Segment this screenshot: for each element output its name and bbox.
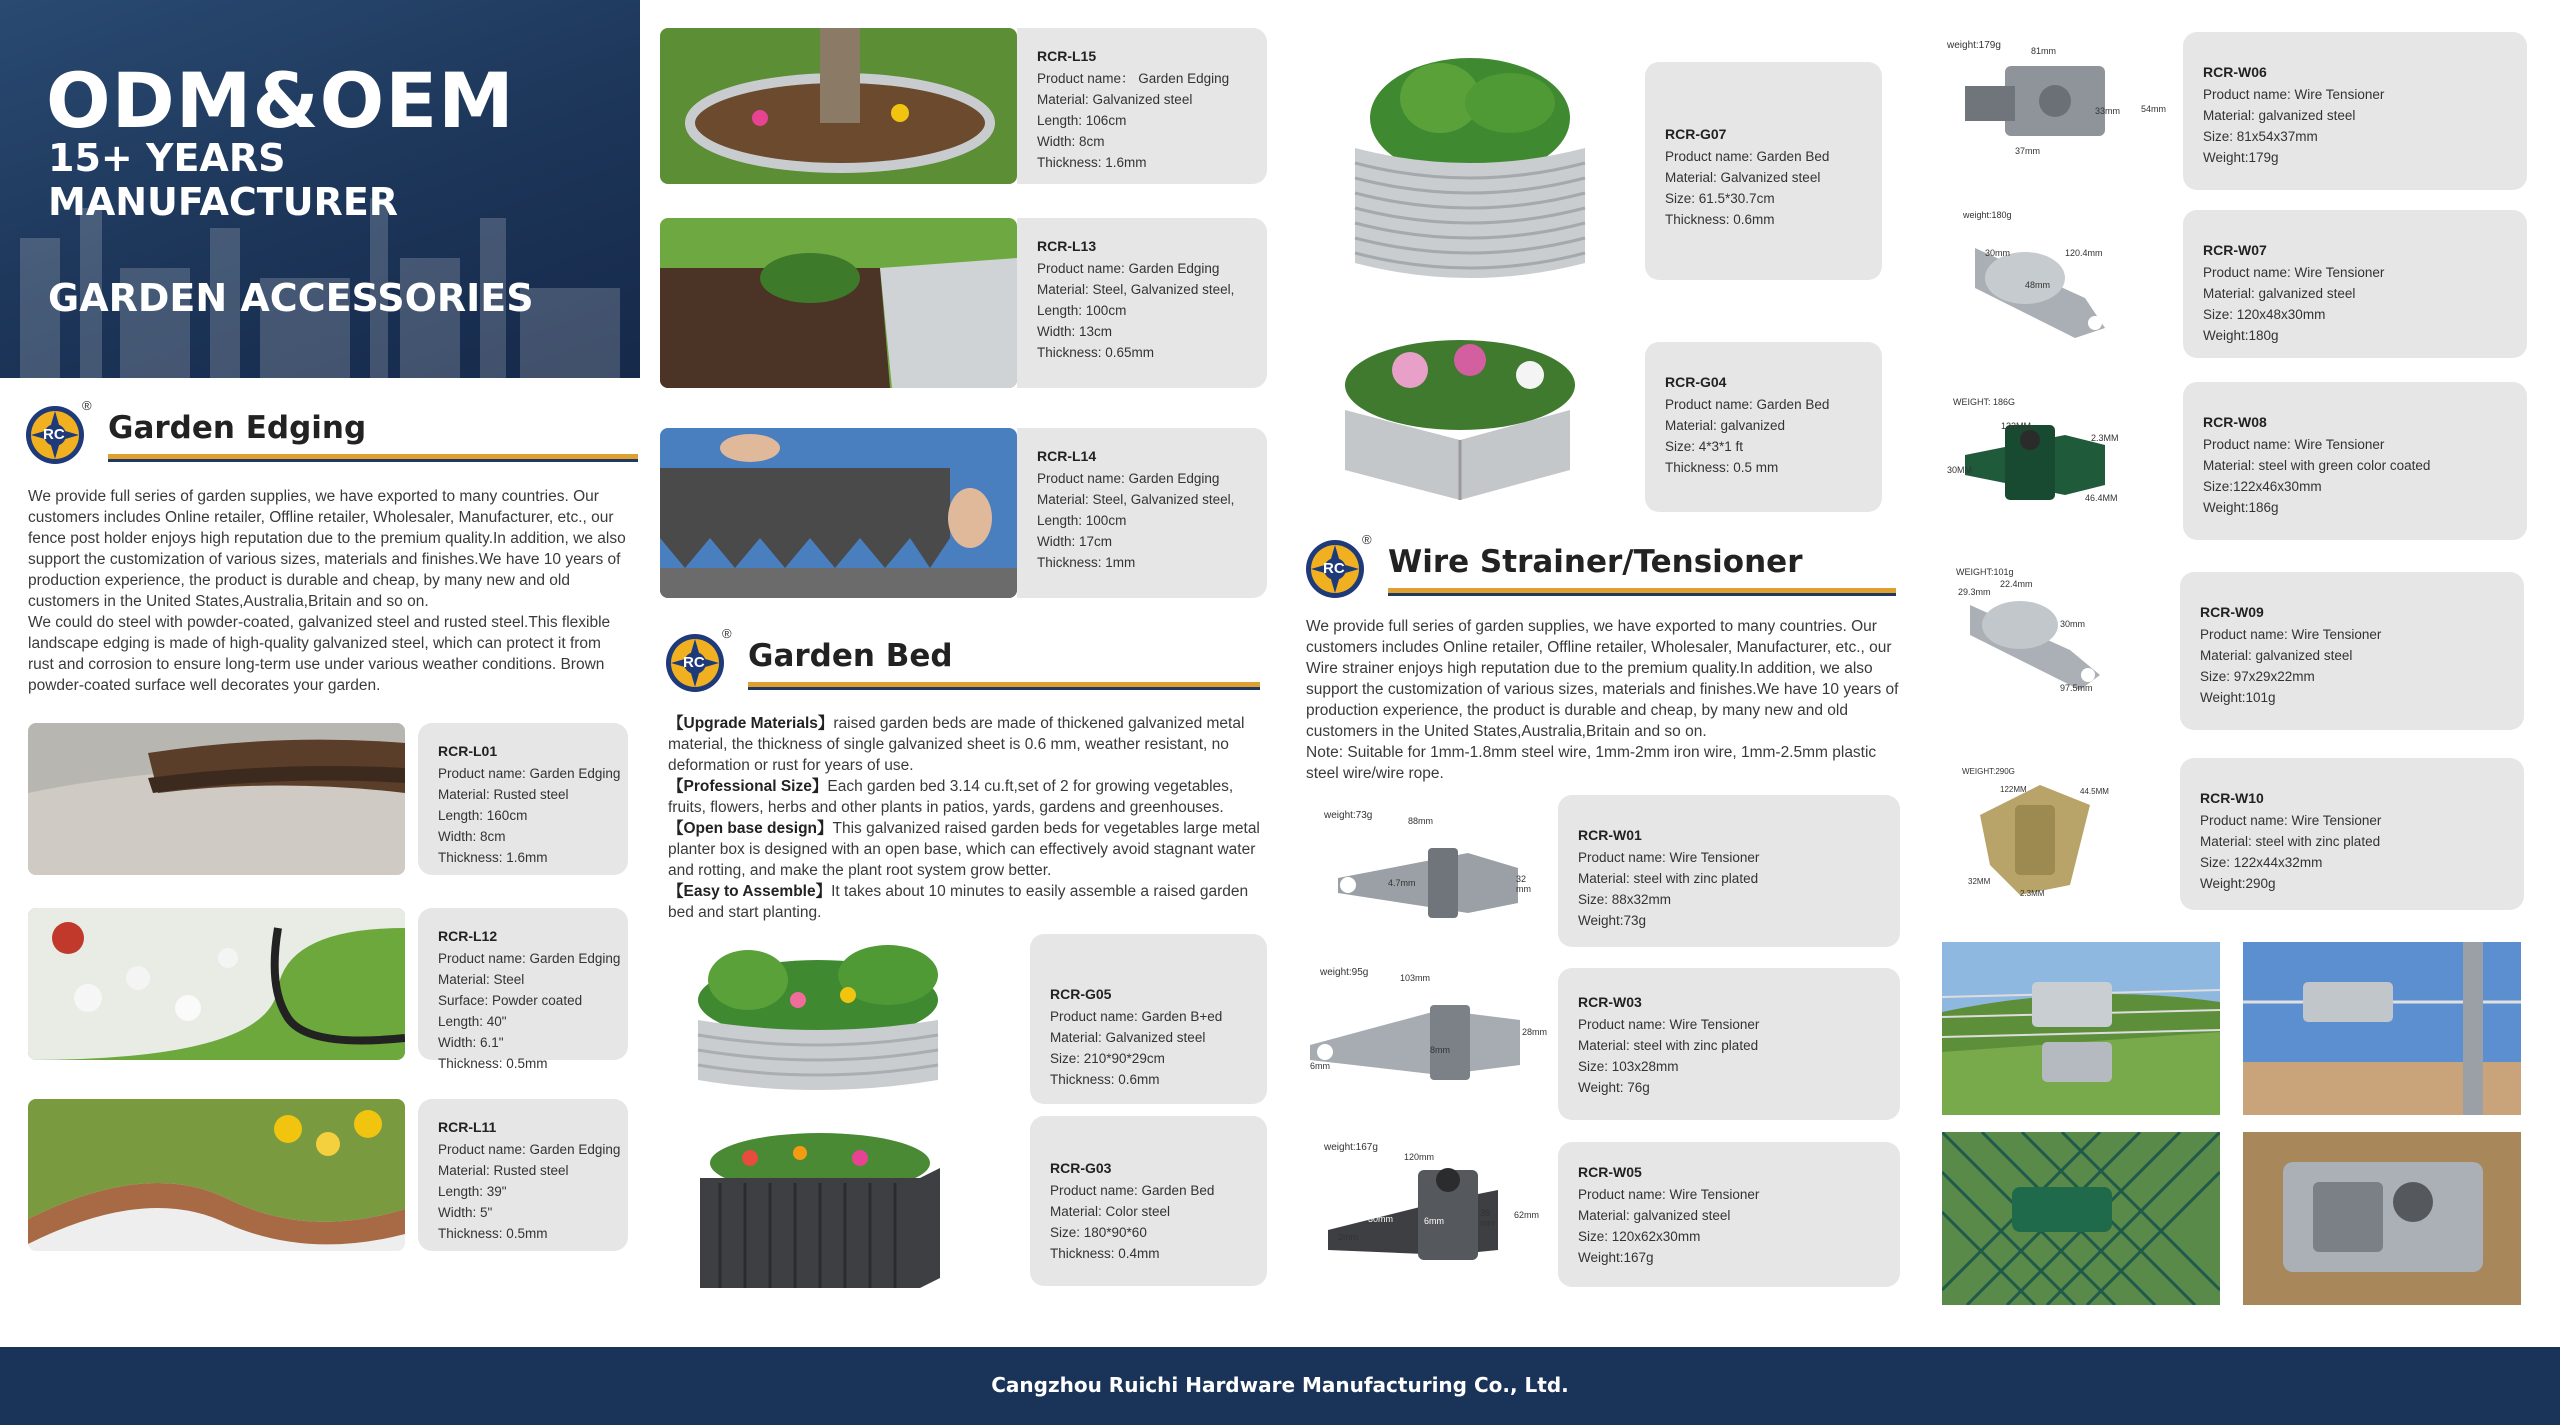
photo-color-steel-bed-g03: [690, 1128, 948, 1293]
feature-label: 【Easy to Assemble】: [668, 883, 832, 900]
hero-subtitle: 15+ YEARS MANUFACTURER: [48, 136, 399, 224]
logo-mark: RC: [43, 426, 65, 443]
product-line: Size: 180*90*60: [1050, 1225, 1147, 1240]
photo-galvanized-edging-l15: [660, 28, 1017, 184]
product-card-w05: [1558, 1142, 1900, 1287]
product-line: Material: Rusted steel: [438, 1163, 569, 1178]
product-line: Product name: Garden Edging: [1037, 471, 1220, 486]
product-line: Weight:290g: [2200, 876, 2276, 891]
product-line: Weight:73g: [1578, 913, 1647, 928]
photo-round-garden-bed-g07: [1330, 48, 1610, 298]
photo-application-closeup: [2243, 1132, 2521, 1305]
product-code: RCR-W03: [1578, 994, 1642, 1010]
photo-tensioner-w05: [1318, 1140, 1558, 1280]
product-line: Material: steel with zinc plated: [2200, 834, 2381, 849]
product-card-l01: [418, 723, 628, 875]
product-code: RCR-G03: [1050, 1160, 1112, 1176]
photo-tensioner-w07: [1955, 208, 2130, 358]
product-line: Thickness: 1.6mm: [1037, 155, 1147, 170]
dimension-label: 2.3MM: [2091, 433, 2119, 443]
dimension-label: 37mm: [2015, 146, 2041, 156]
product-card-w03: [1558, 968, 1900, 1120]
product-card-l12: [418, 908, 628, 1071]
section-underline: [108, 454, 638, 462]
garden-bed-features: [668, 713, 1268, 923]
product-code: RCR-W05: [1578, 1164, 1642, 1180]
product-line: Length: 40": [438, 1014, 507, 1029]
product-line: Size: 97x29x22mm: [2200, 669, 2315, 684]
dimension-label: 97.5mm: [2060, 683, 2093, 693]
product-line: Weight:180g: [2203, 328, 2279, 343]
product-card-w01: [1558, 795, 1900, 947]
product-code: RCR-L01: [438, 743, 498, 759]
dimension-label: 30mm: [2060, 619, 2086, 629]
product-line: Length: 100cm: [1037, 513, 1127, 528]
product-line: Material: galvanized steel: [1578, 1208, 1731, 1223]
product-line: Product name: Garden Edging: [438, 951, 621, 966]
photo-tensioner-w06: [1945, 36, 2175, 166]
product-line: Weight:186g: [2203, 500, 2279, 515]
garden-bed-header: [664, 626, 1264, 702]
photo-tensioner-w10: [1960, 765, 2120, 905]
weight-label: weight:73g: [1324, 810, 1373, 821]
product-line: Material: Steel, Galvanized steel,: [1037, 282, 1235, 297]
weight-label: weight:167g: [1324, 1142, 1378, 1153]
photo-rusted-edging-l01: [28, 723, 405, 875]
product-line: Weight:101g: [2200, 690, 2276, 705]
product-line: Thickness: 1.6mm: [438, 850, 548, 865]
product-line: Size:122x46x30mm: [2203, 479, 2322, 494]
wire-note: Note: Suitable for 1mm-1.8mm steel wire, 1mm-2mm iron wire, 1mm-2.5mm plastic steel wire/wire rope.: [1306, 744, 1877, 782]
product-code: RCR-W07: [2203, 242, 2267, 258]
product-code: RCR-G05: [1050, 986, 1112, 1002]
product-line: Thickness: 0.5 mm: [1665, 460, 1779, 475]
product-line: Length: 39": [438, 1184, 507, 1199]
product-code: RCR-L12: [438, 928, 498, 944]
dimension-label: 29.3mm: [1958, 587, 1991, 597]
product-line: Material: Galvanized steel: [1665, 170, 1821, 185]
hero-category: GARDEN ACCESSORIES: [48, 276, 534, 320]
product-line: Product name: Wire Tensioner: [2203, 265, 2385, 280]
product-line: Weight:167g: [1578, 1250, 1654, 1265]
weight-label: WEIGHT:290G: [1962, 767, 2015, 776]
dimension-label: 6mm: [1310, 1061, 1330, 1071]
dimension-label: 122MM: [2001, 421, 2032, 431]
product-line: Surface: Powder coated: [438, 993, 583, 1008]
dimension-label: 30MM: [1947, 465, 1973, 475]
product-line: Thickness: 0.4mm: [1050, 1246, 1160, 1261]
dimension-label: 30mm: [1368, 1214, 1394, 1224]
product-line: Product name: Wire Tensioner: [2203, 87, 2385, 102]
hero-title: ODM&OEM: [46, 56, 515, 145]
product-line: Material: Rusted steel: [438, 787, 569, 802]
product-code: RCR-W08: [2203, 414, 2267, 430]
product-line: Material: galvanized: [1665, 418, 1786, 433]
product-card-w08: [2183, 382, 2527, 540]
product-card-w07: [2183, 210, 2527, 358]
product-line: Width: 17cm: [1037, 534, 1113, 549]
product-line: Material: galvanized steel: [2200, 648, 2353, 663]
logo-registered: ®: [722, 626, 732, 641]
product-line: Product name: Garden Bed: [1665, 149, 1830, 164]
product-card-l15: [1017, 28, 1267, 184]
section-underline: [1388, 588, 1896, 596]
product-line: Product name: Wire Tensioner: [1578, 1187, 1760, 1202]
dimension-label: 62mm: [1514, 1210, 1540, 1220]
logo-registered: ®: [82, 398, 92, 413]
product-code: RCR-L13: [1037, 238, 1097, 254]
product-line: Product name: Garden Bed: [1050, 1183, 1215, 1198]
product-line: Size: 4*3*1 ft: [1665, 439, 1744, 454]
dimension-label: 2mm: [1338, 1232, 1358, 1242]
product-line: Size: 122x44x32mm: [2200, 855, 2323, 870]
product-code: RCR-L14: [1037, 448, 1097, 464]
logo-mark: RC: [1323, 560, 1345, 577]
product-card-l14: [1017, 428, 1267, 598]
product-card-g03: [1030, 1116, 1267, 1286]
product-code: RCR-W01: [1578, 827, 1642, 843]
photo-tensioner-w08: [1945, 395, 2130, 520]
product-line: Product name： Garden Edging: [1037, 71, 1230, 86]
dimension-label: 4.7mm: [1388, 878, 1416, 888]
dimension-label: 54mm: [2141, 104, 2167, 114]
weight-label: weight:180g: [1963, 210, 2012, 220]
product-line: Thickness: 0.6mm: [1050, 1072, 1160, 1087]
wire-strainer-description: [1306, 616, 1906, 784]
product-line: Width: 8cm: [1037, 134, 1105, 149]
photo-rusted-edging-l11: [28, 1099, 405, 1251]
product-line: Thickness: 0.5mm: [438, 1226, 548, 1241]
weight-label: weight:179g: [1947, 40, 2001, 51]
product-line: Material: steel with zinc plated: [1578, 1038, 1759, 1053]
product-card-l11: [418, 1099, 628, 1251]
feature-label: 【Upgrade Materials】: [668, 715, 834, 732]
bed-feature: [668, 818, 1268, 881]
product-line: Product name: Garden Edging: [1037, 261, 1220, 276]
feature-text: It takes about 10 minutes to easily assemble a raised garden bed and start planting.: [668, 883, 1249, 921]
photo-tensioner-w01: [1318, 808, 1538, 938]
product-line: Size: 103x28mm: [1578, 1059, 1679, 1074]
product-card-w10: [2180, 758, 2524, 910]
product-line: Width: 5": [438, 1205, 493, 1220]
photo-spiked-edging-l14: [660, 428, 1017, 598]
photo-application-mesh: [1942, 1132, 2220, 1305]
product-line: Product name: Wire Tensioner: [2200, 627, 2382, 642]
product-code: RCR-W06: [2203, 64, 2267, 80]
dimension-label: 103mm: [1400, 973, 1431, 983]
photo-oval-garden-bed-g05: [668, 940, 978, 1115]
product-card-g07: [1645, 62, 1882, 280]
product-code: RCR-G07: [1665, 126, 1727, 142]
product-code: RCR-L15: [1037, 48, 1097, 64]
product-card-l13: [1017, 218, 1267, 388]
dimension-label: 32MM: [1968, 877, 1991, 886]
product-line: Material: galvanized steel: [2203, 286, 2356, 301]
section-underline: [748, 682, 1260, 690]
product-line: Product name: Garden Bed: [1665, 397, 1830, 412]
product-line: Thickness: 0.6mm: [1665, 212, 1775, 227]
bed-feature: [668, 776, 1268, 818]
dimension-label: 120mm: [1404, 1152, 1435, 1162]
feature-label: 【Open base design】: [668, 820, 833, 837]
edging-paragraph-1: We provide full series of garden supplies, we have exported to many countries. Our customers includes Online retailer, Offline retailer, Wholesaler, Manufacturer, etc., our fence post holder enjoys high reputation due to the premium quality.In addition, we also support the customization of various sizes, materials and finishes.We have 10 years of production experience, the product is durable and cheap, by many new and old customers in the United States,Australia,Britain and so on.: [28, 488, 626, 610]
dimension-label: 28mm: [1522, 1027, 1548, 1037]
logo-registered: ®: [1362, 532, 1372, 547]
photo-tensioner-w03: [1300, 965, 1550, 1100]
photo-steel-edging-l13: [660, 218, 1017, 388]
company-logo-icon: [664, 626, 732, 694]
feature-text: Each garden bed 3.14 cu.ft,set of 2 for growing vegetables, fruits, flowers, herbs and other plants in patios, yards, gardens and greenhouses.: [668, 778, 1234, 816]
product-card-g05: [1030, 934, 1267, 1104]
dimension-label: 122MM: [2000, 785, 2027, 794]
product-line: Weight:179g: [2203, 150, 2279, 165]
hero-banner: [0, 0, 640, 378]
product-line: Width: 6.1": [438, 1035, 504, 1050]
feature-text: This galvanized raised garden beds for vegetables large metal planter box is designed with an open base, which can effectively avoid stagnant water and rotting, and make the plant root system grow better.: [668, 820, 1260, 879]
product-line: Material: steel with green color coated: [2203, 458, 2431, 473]
dimension-label: 8mm: [1430, 1045, 1450, 1055]
feature-label: 【Professional Size】: [668, 778, 828, 795]
product-line: Size: 88x32mm: [1578, 892, 1672, 907]
product-line: Size: 81x54x37mm: [2203, 129, 2318, 144]
photo-application-post: [2243, 942, 2521, 1115]
dimension-label: 48mm: [2025, 280, 2051, 290]
product-line: Thickness: 0.5mm: [438, 1056, 548, 1071]
product-line: Size: 210*90*29cm: [1050, 1051, 1165, 1066]
product-code: RCR-W09: [2200, 604, 2264, 620]
product-code: RCR-L11: [438, 1119, 497, 1135]
product-line: Size: 120x48x30mm: [2203, 307, 2326, 322]
dimension-label: 38 mm: [1480, 1208, 1495, 1228]
product-card-g04: [1645, 342, 1882, 512]
garden-edging-header: [24, 398, 624, 474]
bed-feature: [668, 881, 1268, 923]
product-code: RCR-W10: [2200, 790, 2264, 806]
weight-label: WEIGHT: 186G: [1953, 397, 2016, 407]
footer-bar: [0, 1347, 2560, 1425]
product-line: Material: Steel, Galvanized steel,: [1037, 492, 1235, 507]
photo-application-field: [1942, 942, 2220, 1115]
dimension-label: 22.4mm: [2000, 579, 2033, 589]
dimension-label: 2.3MM: [2020, 889, 2045, 898]
product-card-w09: [2180, 572, 2524, 730]
product-line: Material: Steel: [438, 972, 525, 987]
product-line: Product name: Wire Tensioner: [1578, 850, 1760, 865]
dimension-label: 44.5MM: [2080, 787, 2109, 796]
bed-feature: [668, 713, 1268, 776]
product-line: Length: 160cm: [438, 808, 528, 823]
product-line: Length: 100cm: [1037, 303, 1127, 318]
dimension-label: 33mm: [2095, 106, 2121, 116]
product-line: Material: Galvanized steel: [1050, 1030, 1206, 1045]
product-line: Size: 61.5*30.7cm: [1665, 191, 1775, 206]
product-line: Material: steel with zinc plated: [1578, 871, 1759, 886]
product-line: Product name: Garden Edging: [438, 1142, 621, 1157]
photo-tensioner-w09: [1950, 565, 2130, 715]
product-line: Thickness: 1mm: [1037, 555, 1136, 570]
garden-edging-description: [28, 486, 628, 696]
dimension-label: 6mm: [1424, 1216, 1444, 1226]
product-line: Material: galvanized steel: [2203, 108, 2356, 123]
product-line: Weight: 76g: [1578, 1080, 1650, 1095]
product-line: Product name: Wire Tensioner: [2203, 437, 2385, 452]
wire-strainer-title: Wire Strainer/Tensioner: [1388, 544, 1803, 580]
product-line: Product name: Garden Edging: [438, 766, 621, 781]
product-line: Product name: Garden B+ed: [1050, 1009, 1223, 1024]
company-logo-icon: [24, 398, 92, 466]
garden-edging-title: Garden Edging: [108, 410, 367, 446]
dimension-label: 46.4MM: [2085, 493, 2118, 503]
dimension-label: 32 mm: [1516, 874, 1531, 894]
product-card-w06: [2183, 32, 2527, 190]
company-name: Cangzhou Ruichi Hardware Manufacturing Co., Ltd.: [991, 1373, 1569, 1397]
wire-paragraph: We provide full series of garden supplies, we have exported to many countries. Our customers includes Online retailer, Offline retailer, Wholesaler, Manufacturer, etc., our Wire strainer enjoys high reputation due to the premium quality.In addition, we also support the customization of various sizes, materials and finishes.We have 10 years of production experience, the product is durable and cheap, by many new and old customers in the United States,Australia,Britain and so on.: [1306, 618, 1899, 740]
logo-mark: RC: [683, 654, 705, 671]
product-line: Size: 120x62x30mm: [1578, 1229, 1701, 1244]
product-line: Product name: Wire Tensioner: [2200, 813, 2382, 828]
dimension-label: 88mm: [1408, 816, 1434, 826]
wire-strainer-header: [1304, 532, 1924, 608]
product-line: Length: 106cm: [1037, 113, 1127, 128]
product-line: Thickness: 0.65mm: [1037, 345, 1155, 360]
product-line: Material: Galvanized steel: [1037, 92, 1193, 107]
edging-paragraph-2: We could do steel with powder-coated, galvanized steel and rusted steel.This flexible landscape edging is made of high-quality galvanized steel, which can protect it from rust and corrosion to ensure long-term use under various weather conditions. Brown powder-coated surface well decorates your garden.: [28, 614, 611, 694]
feature-text: raised garden beds are made of thickened galvanized metal material, the thickness of single galvanized sheet is 0.6 mm, weather resistant, no deformation or rust for years of use.: [668, 715, 1245, 774]
company-logo-icon: [1304, 532, 1372, 600]
product-code: RCR-G04: [1665, 374, 1727, 390]
product-line: Width: 8cm: [438, 829, 506, 844]
weight-label: WEIGHT:101g: [1956, 567, 2014, 577]
product-line: Material: Color steel: [1050, 1204, 1171, 1219]
dimension-label: 30mm: [1985, 248, 2011, 258]
weight-label: weight:95g: [1320, 967, 1369, 978]
product-line: Width: 13cm: [1037, 324, 1113, 339]
product-line: Product name: Wire Tensioner: [1578, 1017, 1760, 1032]
photo-powder-coated-edging-l12: [28, 908, 405, 1060]
garden-bed-title: Garden Bed: [748, 638, 953, 674]
dimension-label: 81mm: [2031, 46, 2057, 56]
photo-square-garden-bed-g04: [1330, 330, 1585, 500]
dimension-label: 120.4mm: [2065, 248, 2103, 258]
